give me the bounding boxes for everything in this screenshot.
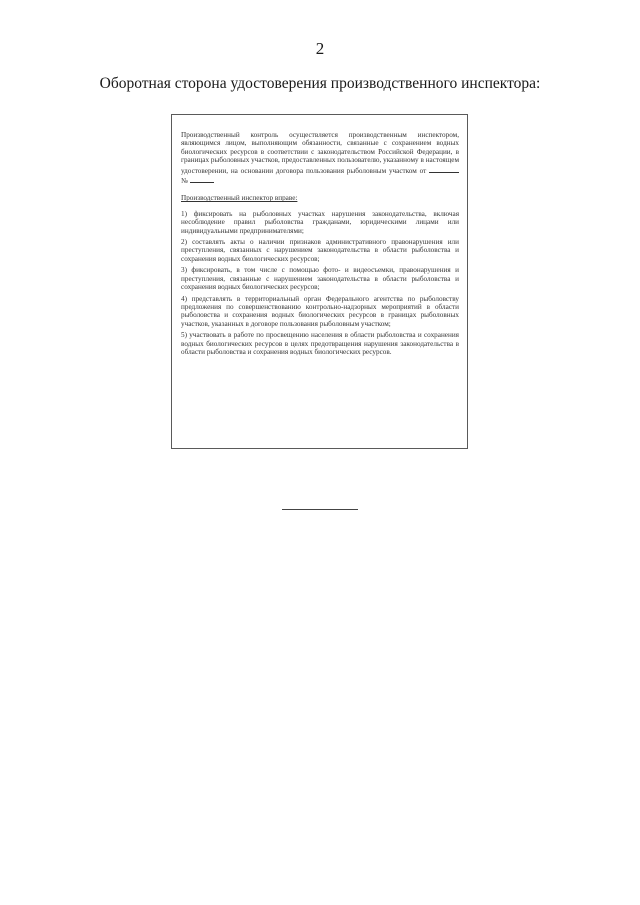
page-heading: Оборотная сторона удостоверения производственного инспектора: — [99, 75, 541, 92]
rights-item: 4) представлять в территориальный орган Федерального агентства по рыболовству предложения по совершенствованию контрольно-надзорных мероприятий в области рыболовства и сохранения водных биологических ресурсов в границах рыболовных участков, указанных в договоре пользования рыболовным участком; — [181, 294, 459, 328]
page-number: 2 — [315, 39, 325, 58]
certificate-back-side — [171, 114, 468, 449]
number-blank — [190, 175, 214, 183]
end-separator-line — [282, 509, 358, 510]
certificate-content — [181, 131, 459, 359]
rights-title: Производственный инспектор вправе: — [181, 194, 298, 203]
rights-item: 2) составлять акты о наличии признаков административного правонарушения или преступления, связанных с нарушением законодательства в области рыболовства и сохранения водных биологических ресурсов; — [181, 238, 459, 263]
rights-item: 5) участвовать в работе по просвещению населения в области рыболовства и сохранения водных биологических ресурсов в целях предотвращения нарушения законодательства в области рыболовства и сохранения водных биологических ресурсов. — [181, 331, 459, 356]
intro-paragraph — [181, 131, 459, 185]
date-prefix: от — [419, 166, 427, 175]
rights-item: 1) фиксировать на рыболовных участках нарушения законодательства, включая несоблюдение правил рыболовства гражданами, юридическими лицами или индивидуальными предпринимателями; — [181, 209, 459, 235]
date-blank — [429, 165, 459, 173]
number-sign: № — [181, 177, 188, 186]
intro-text: Производственный контроль осуществляется производственным инспектором, являющимся лицом, выполняющим обязанности, связанные с сохранением водных биологических ресурсов в соответствии с законодательством Российской Федерации, в границах рыболовных участков, предоставленных пользователю, указанному в настоящем удостоверении, на основании договора пользования рыболовным участком — [181, 131, 459, 175]
rights-item: 3) фиксировать, в том числе с помощью фото- и видеосъемки, правонарушения и преступления, связанные с нарушением законодательства в области рыболовства и сохранения водных биологических ресурсов; — [181, 266, 459, 292]
